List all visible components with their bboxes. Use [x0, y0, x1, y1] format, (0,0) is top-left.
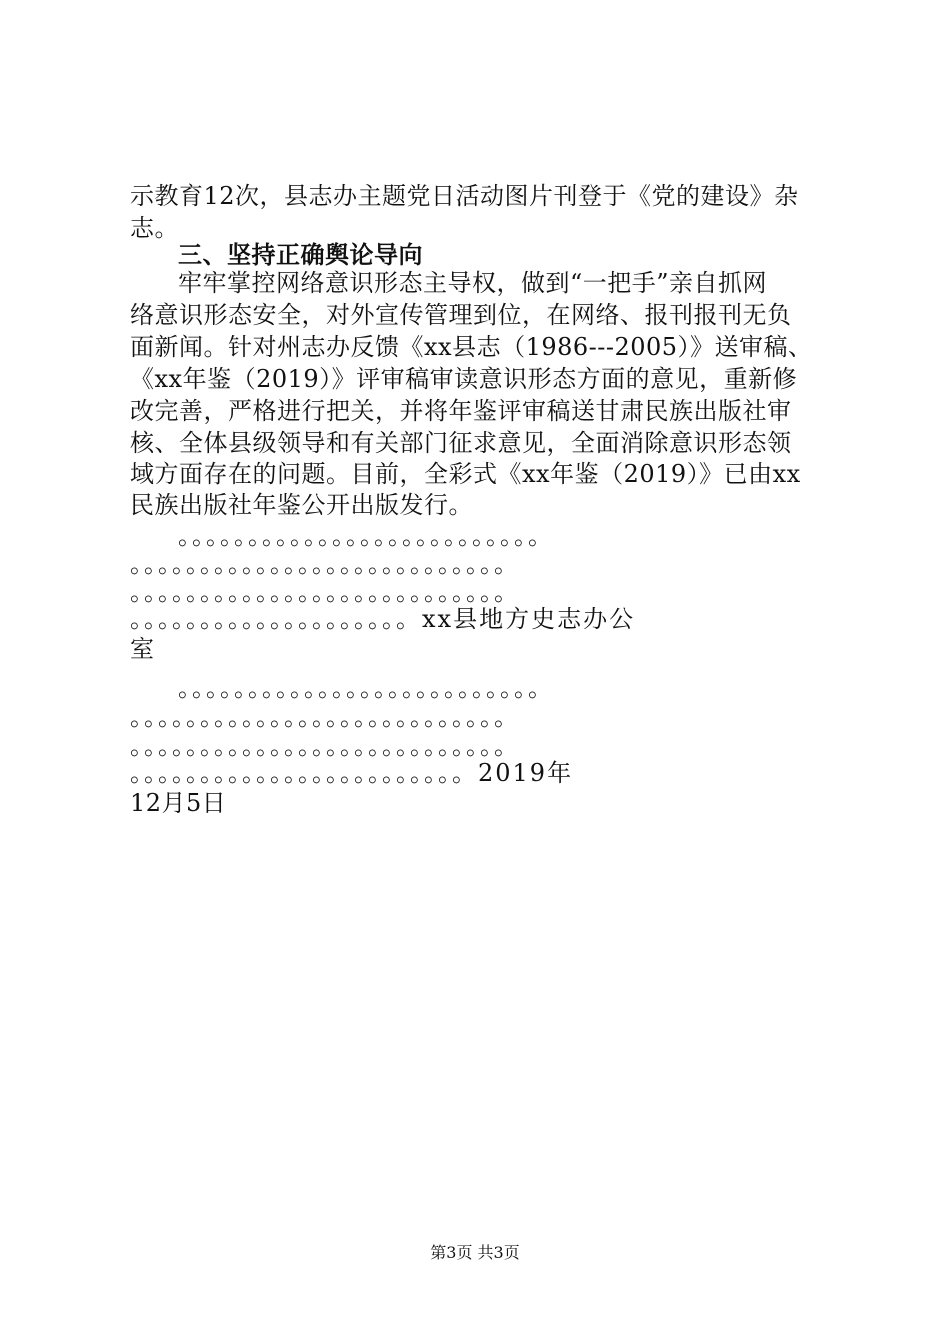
- body-text-line: 民族出版社年鉴公开出版发行。: [130, 491, 473, 519]
- body-text-line: 络意识形态安全，对外宣传管理到位，在网络、报刊报刊无负: [130, 301, 792, 329]
- signature-organization-line: 室: [130, 635, 155, 663]
- body-text-line: 域方面存在的问题。目前，全彩式《xx年鉴（2019）》已由xx: [130, 460, 801, 488]
- section-heading: 三、坚持正确舆论导向: [178, 241, 423, 269]
- page-number-footer: 第3页 共3页: [430, 1243, 520, 1262]
- dot-leader-line: 。。。。。。。。。。。。。。。。。。。。。。。。。。。: [130, 732, 520, 760]
- body-text-line: 志。: [130, 214, 179, 242]
- body-text-line: 示教育12次，县志办主题党日活动图片刊登于《党的建设》杂: [130, 182, 799, 210]
- dot-leader-line: 。。。。。。。。。。。。。。。。。。。。。。。。。。: [178, 522, 554, 550]
- body-text-line: 面新闻。针对州志办反馈《xx县志（1986---2005）》送审稿、: [130, 333, 813, 361]
- body-text-line: 《xx年鉴（2019）》评审稿审读意识形态方面的意见，重新修: [130, 365, 798, 393]
- signature-organization-line: 。。。。。。。。。。。。。。。。。。。。xx县地方史志办公: [130, 605, 636, 633]
- dot-leader-line: 。。。。。。。。。。。。。。。。。。。。。。。。。。: [178, 674, 554, 702]
- dot-leader-line: 。。。。。。。。。。。。。。。。。。。。。。。。。。。: [130, 703, 520, 731]
- body-text-line: 核、全体县级领导和有关部门征求意见，全面消除意识形态领: [130, 429, 792, 457]
- signature-date-line: 12月5日: [130, 789, 227, 817]
- body-text-line: 改完善，严格进行把关，并将年鉴评审稿送甘肃民族出版社审: [130, 397, 792, 425]
- dot-leader-line: 。。。。。。。。。。。。。。。。。。。。。。。。。。。: [130, 578, 520, 606]
- body-text-line: 牢牢掌控网络意识形态主导权，做到“一把手”亲自抓网: [178, 269, 768, 297]
- dot-leader-line: 。。。。。。。。。。。。。。。。。。。。。。。。。。。: [130, 550, 520, 578]
- signature-date-line: 。。。。。。。。。。。。。。。。。。。。。。。。2019年: [130, 759, 574, 787]
